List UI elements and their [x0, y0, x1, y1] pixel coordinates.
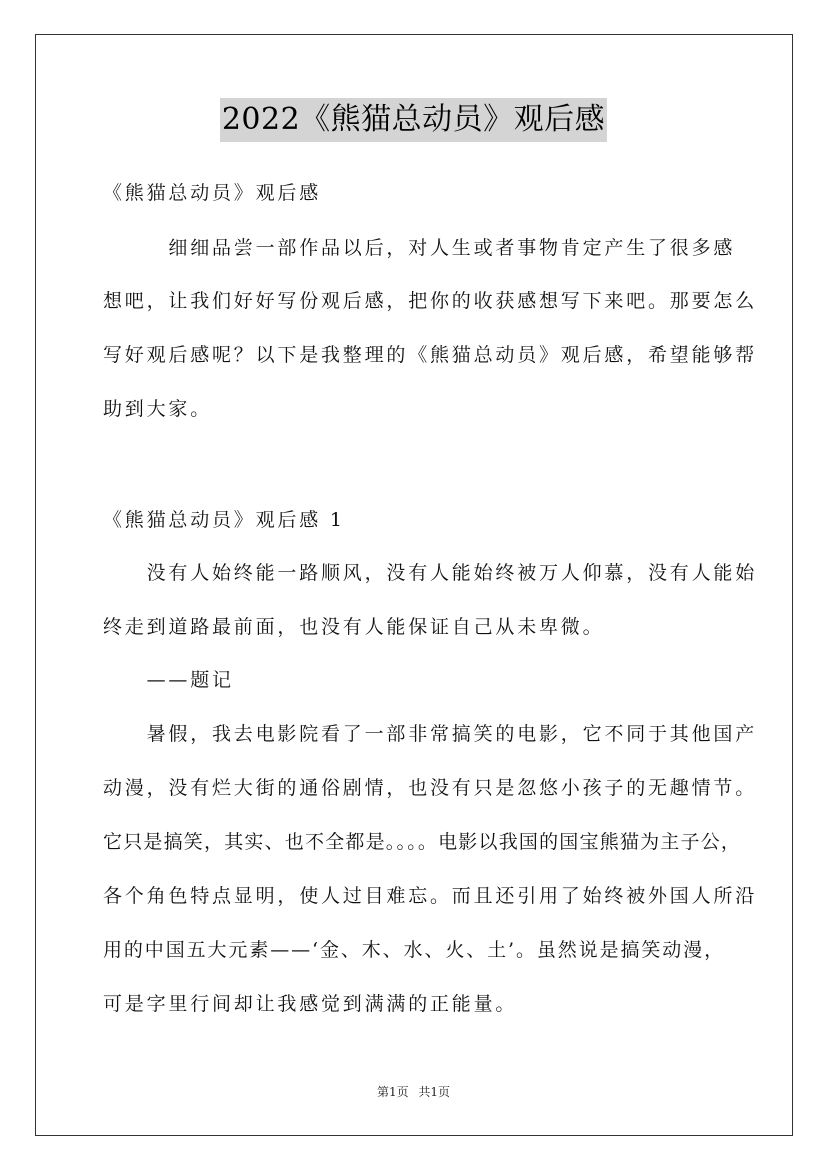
- page-total: 共1页: [418, 1085, 451, 1099]
- epigraph: ——题记: [103, 669, 234, 691]
- intro-line: 想吧，让我们好好写份观后感，把你的收获感想写下来吧。那要怎么: [103, 290, 758, 312]
- document-title: 2022《熊猫总动员》观后感: [220, 98, 607, 142]
- intro-line: 助到大家。: [103, 398, 213, 420]
- body-line: 用的中国五大元素——‘金、木、水、火、土’。虽然说是搞笑动漫，: [103, 939, 725, 961]
- intro-line: 细细品尝一部作品以后，对人生或者事物肯定产生了很多感: [103, 237, 736, 259]
- body-line: 暑假，我去电影院看了一部非常搞笑的电影，它不同于其他国产: [103, 723, 758, 745]
- intro-line: 写好观后感呢？以下是我整理的《熊猫总动员》观后感，希望能够帮: [103, 344, 758, 366]
- body-line: 各个角色特点显明，使人过目难忘。而且还引用了始终被外国人所沿: [103, 885, 758, 907]
- subtitle: 《熊猫总动员》观后感: [103, 182, 322, 204]
- body-line: 动漫，没有烂大街的通俗剧情，也没有只是忽悠小孩子的无趣情节。: [103, 777, 758, 799]
- page-number: 第1页: [376, 1085, 409, 1099]
- page-footer: [0, 1083, 827, 1100]
- body-line: 它只是搞笑，其实、也不全都是。。。。电影以我国的国宝熊猫为主子公，: [103, 831, 742, 853]
- body-line: 可是字里行间却让我感觉到满满的正能量。: [103, 993, 518, 1015]
- title-container: [0, 98, 827, 142]
- body-line: 没有人始终能一路顺风，没有人能始终被万人仰慕，没有人能始: [103, 562, 758, 584]
- section-heading: 《熊猫总动员》观后感 1: [103, 509, 345, 531]
- body-line: 终走到道路最前面，也没有人能保证自己从未卑微。: [103, 616, 605, 638]
